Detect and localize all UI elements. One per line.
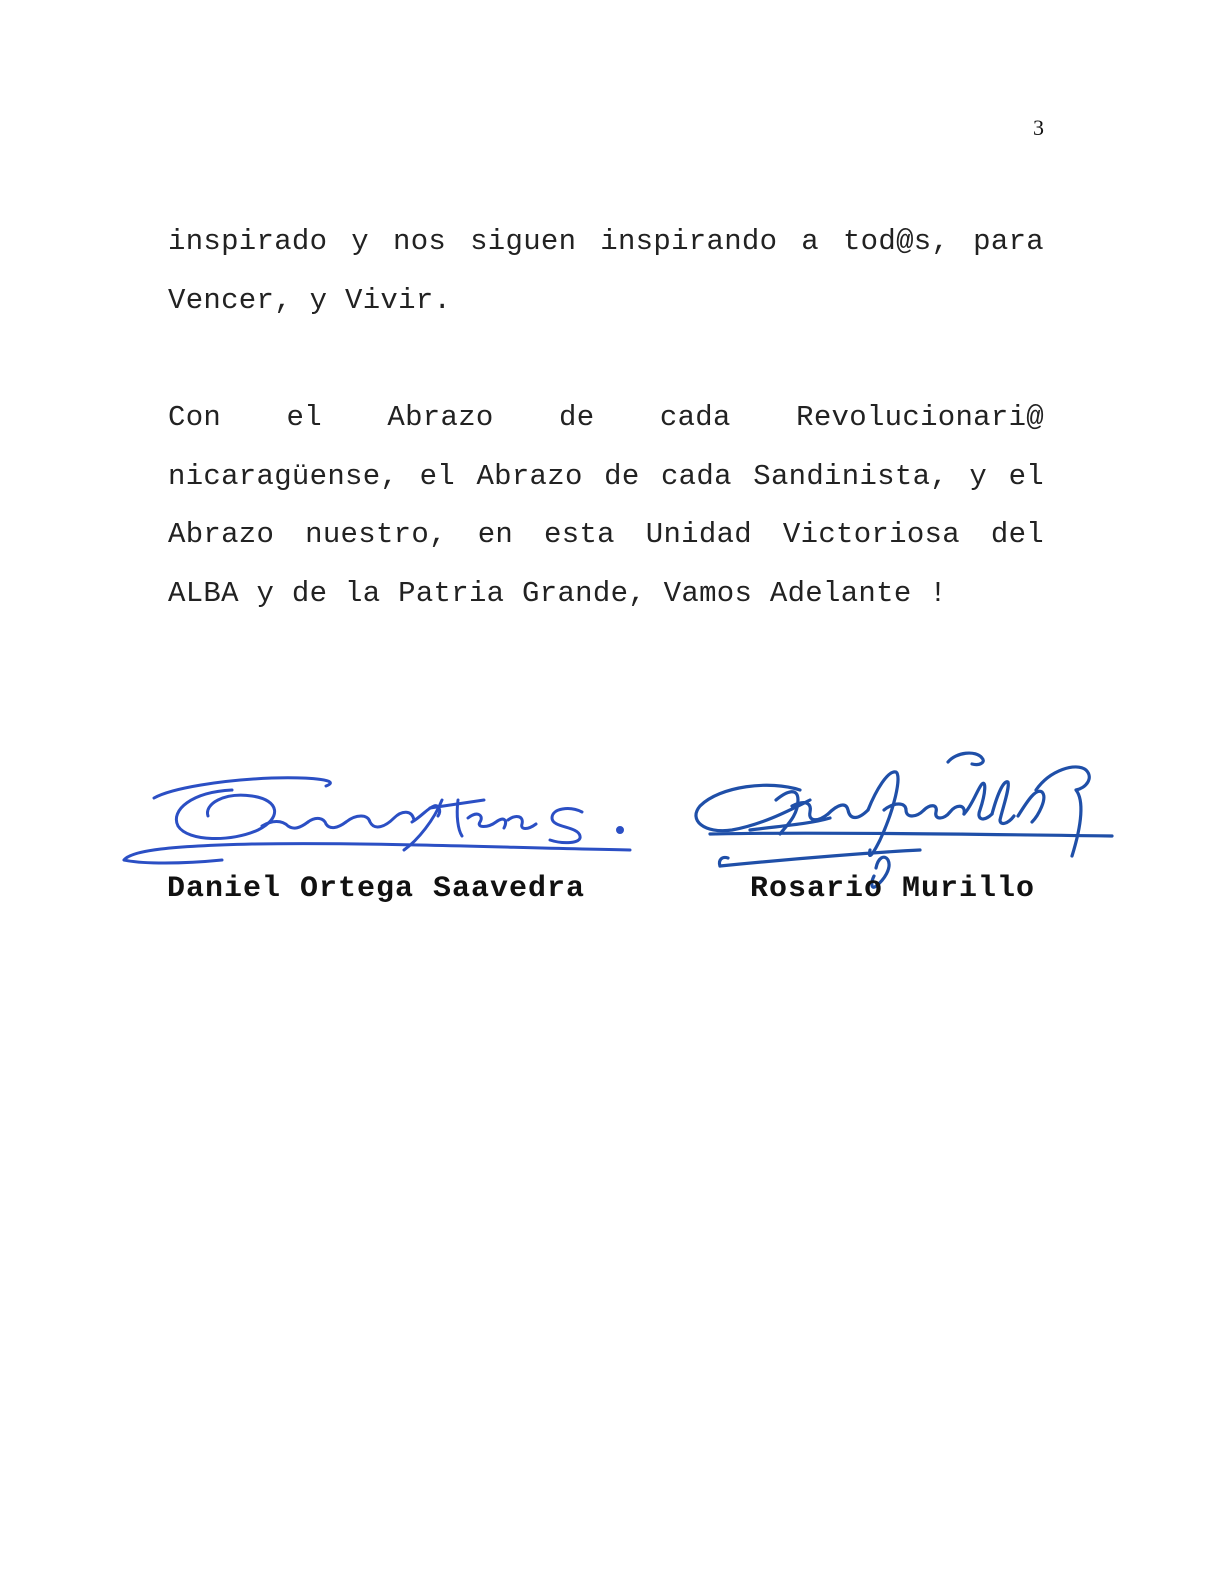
paragraph-closing-2: Con el Abrazo de cada Revolucionari@ nicaragüense, el Abrazo de cada Sandinista, y el Abrazo nuestro, en esta Unidad Victoriosa del ALBA y de la Patria Grande, Vamos Adelante ! <box>168 401 1044 610</box>
signature-ortega-icon <box>112 730 672 880</box>
signer-name-ortega: Daniel Ortega Saavedra <box>167 872 586 906</box>
page-number: 3 <box>1033 115 1044 140</box>
paragraph-closing-1: inspirado y nos siguen inspirando a tod@s, para Vencer, y Vivir. <box>168 225 1044 317</box>
signer-name-murillo: Rosario Murillo <box>750 872 1036 906</box>
signature-block-murillo <box>680 730 1130 930</box>
signature-block-ortega <box>112 730 672 930</box>
